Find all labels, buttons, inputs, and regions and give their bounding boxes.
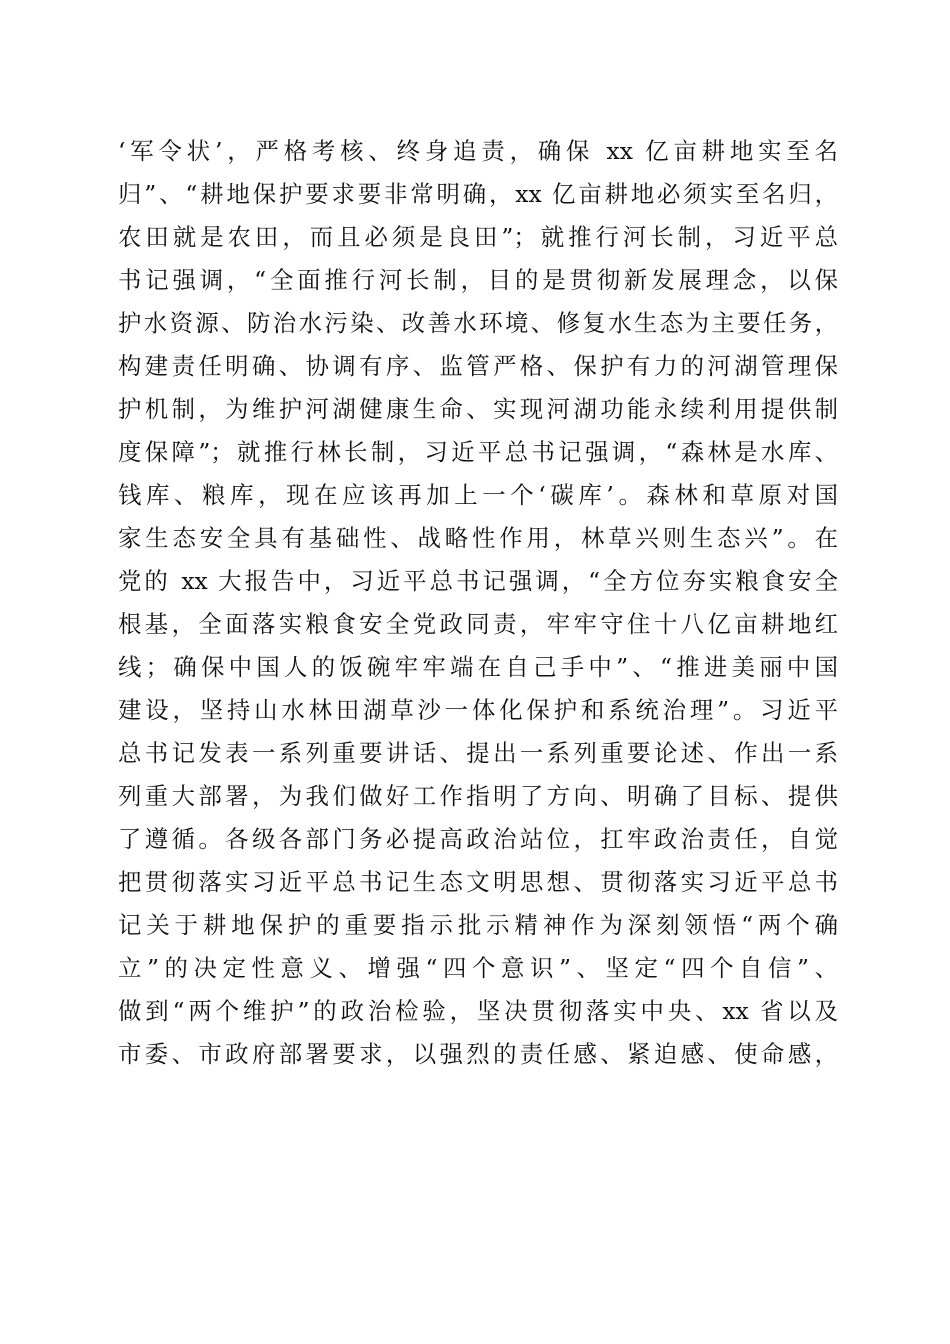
text-line: 构建责任明确、协调有序、监管严格、保护有力的河湖管理保 xyxy=(118,352,838,380)
text-line: 记关于耕地保护的重要指示批示精神作为深刻领悟“两个确 xyxy=(118,911,838,939)
text-line: 度保障”；就推行林长制，习近平总书记强调，“森林是水库、 xyxy=(118,438,838,466)
text-line: 家生态安全具有基础性、战略性作用，林草兴则生态兴”。在 xyxy=(118,524,838,552)
body-paragraph xyxy=(118,130,838,1076)
text-line: 归”、“耕地保护要求要非常明确，xx 亿亩耕地必须实至名归， xyxy=(118,180,838,208)
text-line: 护机制，为维护河湖健康生命、实现河湖功能永续利用提供制 xyxy=(118,395,838,423)
text-line: 立”的决定性意义、增强“四个意识”、坚定“四个自信”、 xyxy=(118,954,838,982)
text-line: 了遵循。各级各部门务必提高政治站位，扛牢政治责任，自觉 xyxy=(118,825,838,853)
text-line: 建设，坚持山水林田湖草沙一体化保护和系统治理”。习近平 xyxy=(118,696,838,724)
text-line: ‘军令状’，严格考核、终身追责，确保 xx 亿亩耕地实至名 xyxy=(118,137,838,165)
text-line: 钱库、粮库，现在应该再加上一个‘碳库’。森林和草原对国 xyxy=(118,481,838,509)
text-line: 书记强调，“全面推行河长制，目的是贯彻新发展理念，以保 xyxy=(118,266,838,294)
text-line: 列重大部署，为我们做好工作指明了方向、明确了目标、提供 xyxy=(118,782,838,810)
text-line: 总书记发表一系列重要讲话、提出一系列重要论述、作出一系 xyxy=(118,739,838,767)
text-line: 根基，全面落实粮食安全党政同责，牢牢守住十八亿亩耕地红 xyxy=(118,610,838,638)
text-line: 护水资源、防治水污染、改善水环境、修复水生态为主要任务， xyxy=(118,309,838,337)
text-line: 线；确保中国人的饭碗牢牢端在自己手中”、“推进美丽中国 xyxy=(118,653,838,681)
text-line: 党的 xx 大报告中，习近平总书记强调，“全方位夯实粮食安全 xyxy=(118,567,838,595)
text-line: 把贯彻落实习近平总书记生态文明思想、贯彻落实习近平总书 xyxy=(118,868,838,896)
text-line: 做到“两个维护”的政治检验，坚决贯彻落实中央、xx 省以及 xyxy=(118,997,838,1025)
text-line: 农田就是农田，而且必须是良田”；就推行河长制，习近平总 xyxy=(118,223,838,251)
text-line: 市委、市政府部署要求，以强烈的责任感、紧迫感、使命感， xyxy=(118,1040,838,1068)
